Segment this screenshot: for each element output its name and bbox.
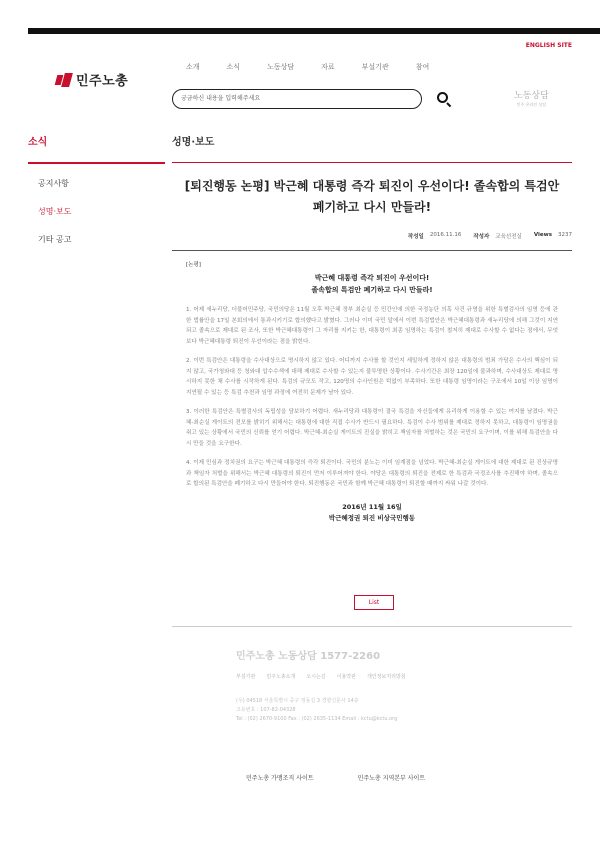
views-label: Views: [533, 232, 552, 238]
sidebar-item-statements[interactable]: 성명·보도: [38, 207, 72, 216]
footer-link-directions[interactable]: 오시는길: [306, 674, 326, 680]
footer-address: [236, 697, 397, 724]
search-input[interactable]: 궁금하신 내용을 입력해주세요: [172, 89, 422, 109]
sidebar-item-other-notices[interactable]: 기타 공고: [38, 235, 72, 244]
article-title: [172, 176, 572, 218]
article-title-line1: [퇴진행동 논평] 박근혜 대통령 즉각 퇴진이 우선이다! 졸속합의 특검안: [184, 179, 560, 193]
footer-link-privacy[interactable]: 개인정보처리방침: [366, 674, 406, 680]
article-divider: [172, 626, 572, 627]
footer-links: [236, 673, 406, 680]
article-author: 교육선전실: [495, 234, 522, 240]
english-site-link[interactable]: ENGLISH SITE: [525, 42, 572, 49]
article-title-line2: 폐기하고 다시 만들라!: [312, 200, 432, 214]
footer-contact: Tel : (02) 2670-9100 Fax : (02) 2635-1134 Email : kctu@kctu.org: [236, 716, 398, 722]
nav-item-resources[interactable]: 자료: [321, 63, 335, 71]
article-signature: [172, 502, 572, 524]
nav-item-intro[interactable]: 소개: [186, 63, 200, 71]
article-paragraph: 4. 이제 민심과 정치권의 요구는 박근혜 대통령의 즉각 퇴진이다. 국민의 분노는 이미 임계점을 넘었다. 박근혜-최순실 게이트에 대한 제대로 된 진상규명과 책임자 처벌을 위해서는 박근혜 대통령의 퇴진이 먼저 이루어져야 한다. 야당은 대통령의 퇴진을 전제로 한 특검과 국정조사를 추진해야 하며, 졸속으로 합의된 특검안을 폐기하고 다시 만들어야 한다. 퇴진행동은 국민과 함께 박근혜 대통령이 퇴진할 때까지 싸워 나갈 것이다.: [186, 460, 558, 487]
footer-link-terms[interactable]: 이용약관: [336, 674, 356, 680]
footer-link-affiliates[interactable]: 부설기관: [236, 674, 256, 680]
author-label: 작성자: [473, 234, 490, 240]
article-body: [172, 250, 572, 524]
counsel-title: 노동상담: [514, 91, 549, 101]
logo[interactable]: [56, 70, 128, 89]
sidebar-nav: [38, 178, 71, 262]
member-org-sites-link[interactable]: 민주노총 가맹조직 사이트: [246, 775, 314, 782]
article-paragraph: 3. 이러한 특검안은 특별검사의 독립성을 담보하기 어렵다. 새누리당과 대통령이 결국 특검을 자신들에게 유리하게 이용할 수 있는 여지를 남겼다. 박근혜-최순실 게이트의 전모를 밝히기 위해서는 대통령에 대한 직접 수사가 반드시 필요하다. 특검이 수사 범위를 제대로 정하지 못하고, 대통령이 임명권을 쥐고 있는 상황에서 국민의 신뢰를 얻기 어렵다. 박근혜-최순실 게이트의 진실을 밝히고 책임자를 처벌하는 것은 국민의 요구이며, 이를 위해 특검안을 다시 만들 것을 요구한다.: [186, 409, 558, 447]
page-title: 성명·보도: [172, 133, 572, 163]
article-views: 3237: [558, 232, 572, 238]
signature-org: 박근혜정권 퇴진 비상국민행동: [328, 513, 416, 522]
nav-item-counsel[interactable]: 노동상담: [267, 63, 295, 71]
article-subhead: [172, 272, 572, 296]
counsel-subtitle: 민주 온라인 상담: [516, 102, 547, 107]
subhead-line2: 졸속합의 특검안 폐기하고 다시 만들라!: [311, 286, 433, 294]
kctu-logo-icon: [56, 73, 72, 87]
footer-business-number: 고유번호 : 107-82-04328: [236, 707, 296, 713]
article-date: 2016.11.16: [429, 232, 462, 238]
labor-counsel-link[interactable]: [514, 88, 549, 108]
regional-office-sites-link[interactable]: 민주노총 지역본부 사이트: [357, 775, 426, 782]
sidebar-title: 소식: [28, 133, 165, 164]
article-paragraph: 2. 이번 특검안은 대통령을 수사대상으로 명시하지 않고 있다. 어디까지 수사를 할 것인지 세밀하게 정하지 않은 대통령의 범죄 가담은 수사의 핵심이 되지 않고, 국가청와대 등 청와대 압수수색에 대해 제대로 수사할 수 있는지 불투명한 상황이다. 수사기간은 최장 120일에 불과하며, 수사대상도 제대로 명시하지 못한 채 수사를 시작하게 된다. 특검의 규모도 작고, 120명의 수사인원은 턱없이 부족하다. 또한 대통령 임명이라는 구조에서 10일 이상 임명이 지연될 수 있는 등 특검 추천과 임명 과정에 여전히 문제가 남아 있다.: [186, 358, 558, 396]
logo-text: 민주노총: [76, 74, 129, 89]
footer-title: 민주노총 노동상담 1577-2260: [236, 651, 381, 662]
footer-address-line: (우) 04518 서울특별시 중구 정동길 3 경향신문사 14층: [236, 698, 359, 704]
article-meta: [408, 232, 572, 240]
subhead-line1: 박근혜 대통령 즉각 퇴진이 우선이다!: [314, 274, 430, 282]
sidebar-item-notices[interactable]: 공지사항: [38, 179, 69, 188]
search-icon[interactable]: [437, 92, 448, 103]
date-label: 작성일: [407, 234, 424, 240]
nav-item-affiliates[interactable]: 부설기관: [361, 63, 389, 71]
nav-item-news[interactable]: 소식: [226, 63, 241, 71]
top-bar: [28, 28, 600, 34]
article-tag: [논평]: [186, 262, 201, 268]
nav-item-participate[interactable]: 참여: [415, 63, 430, 71]
article-paragraph: 1. 어제 새누리당, 더불어민주당, 국민의당은 11월 오후 박근혜 정부 최순실 등 민간인에 의한 국정농단 의혹 사건 규명을 위한 특별검사의 임명 등에 관한 법률안을 17일 본회의에서 통과시키기로 합의했다고 밝혔다. 그러나 이미 국민 앞에서 이번 특검법안은 박근혜대통령과 새누리당에 의해 그것이 지연되고 졸속으로 제대로 된 조사, 또한 박근혜대통령이 그 자리를 지키는 한, 대통령이 최종 임명하는 특검이 철저히 제대로 수사할 수 없다는 점에서, 무엇보다 박근혜대통령 퇴진이 우선이라는 점을 밝힌다.: [186, 307, 558, 345]
footer-link-about[interactable]: 민주노총소개: [266, 674, 296, 680]
list-button[interactable]: List: [354, 595, 394, 610]
footer-sites: [246, 773, 425, 782]
main-nav: [186, 62, 429, 72]
signature-date: 2016년 11월 16일: [342, 502, 402, 511]
